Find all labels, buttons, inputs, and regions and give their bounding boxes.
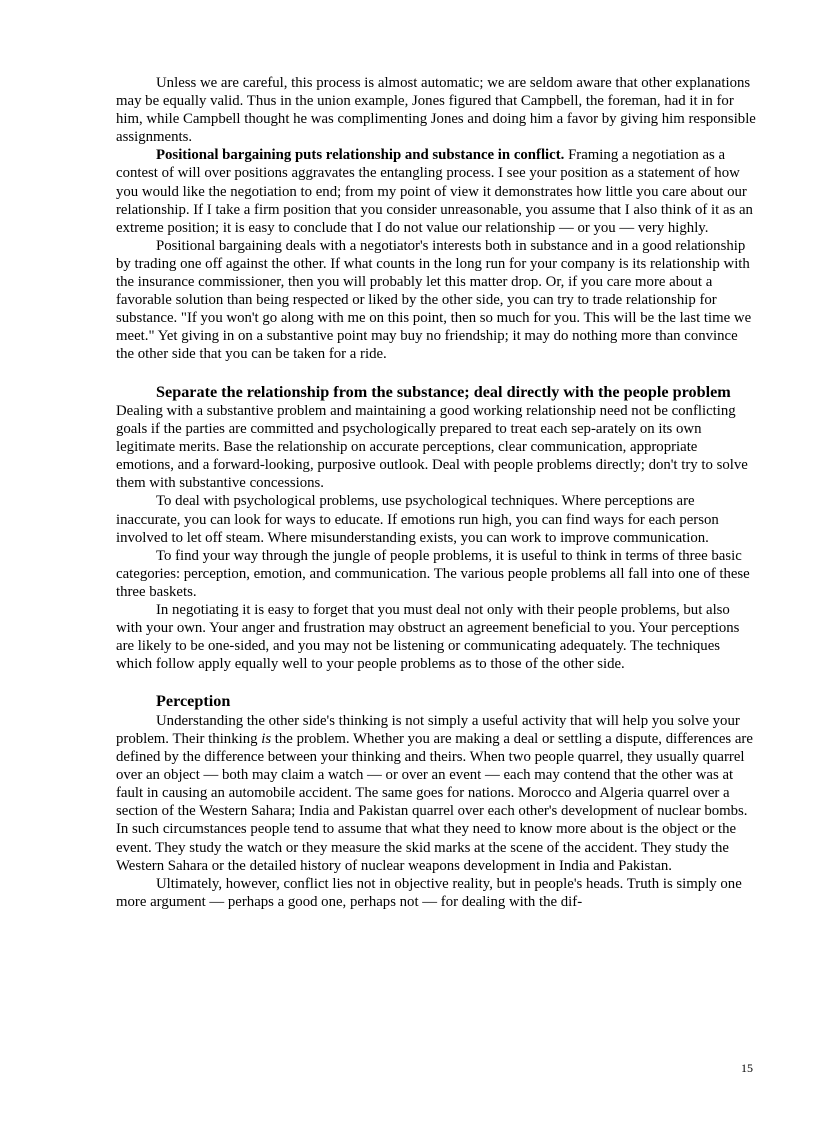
paragraph: Dealing with a substantive problem and maintaining a good working relationship need not be conflicting goals if the parties are committed and psychologically prepared to treat each sep-arately on its own legitimate merits. Base the relationship on accurate perceptions, clear communication, appropriate emotions, and a forward-looking, purposive outlook. Deal with people problems directly; don't try to solve them with substantive concessions.: [116, 403, 748, 492]
page-number: 15: [741, 1061, 753, 1075]
paragraph: [116, 712, 758, 875]
paragraph-text: the problem. Whether you are making a deal or settling a dispute, differences are defined by the difference between your thinking and theirs. When two people quarrel, they usually quarrel over an object — both may claim a watch — or over an event — each may contend that the other was at fault in causing an automobile accident. The same goes for nations. Morocco and Algeria quarrel over a section of the Western Sahara; India and Pakistan quarrel over each other's development of nuclear bombs. In such circumstances people tend to assume that what they need to know more about is the object or the event. They study the watch or they measure the skid marks at the scene of the accident. They study the Western Sahara or the detailed history of nuclear weapons development in India and Pakistan.: [116, 731, 753, 874]
page-body: [116, 74, 758, 911]
paragraph: Unless we are careful, this process is almost automatic; we are seldom aware that other explanations may be equally valid. Thus in the union example, Jones figured that Campbell, the foreman, had it in for him, while Campbell thought he was complimenting Jones and doing him a favor by giving him responsible assignments.: [116, 75, 756, 146]
paragraph: [116, 146, 758, 236]
paragraph-text: Framing a negotiation as a contest of will over positions aggravates the entangling process. I see your position as a statement of how you would like the negotiation to end; from my point of view it demonstrates how little you care about our relationship. If I take a firm position that you consider unreasonable, you assume that I also think of it as an extreme position; it is easy to conclude that I do not value our relationship — or you — very highly.: [116, 147, 753, 236]
paragraph-text: Understanding the other side's thinking is not simply a useful activity that will help you solve your problem. Their thinking: [116, 712, 740, 747]
emphasis: is: [261, 731, 272, 747]
paragraph: To find your way through the jungle of people problems, it is useful to think in terms of three basic categories: perception, emotion, and communication. The various people problems all fall into one of these three baskets.: [116, 547, 750, 600]
paragraph-lead: Positional bargaining puts relationship and substance in conflict.: [156, 147, 565, 164]
paragraph: Ultimately, however, conflict lies not in objective reality, but in people's heads. Truth is simply one more argument — perhaps a good one, perhaps not — for dealing with the dif-: [116, 875, 742, 910]
section-heading: Perception: [156, 692, 231, 711]
section-heading: Separate the relationship from the substance; deal directly with the people problem: [156, 382, 731, 401]
paragraph: In negotiating it is easy to forget that you must deal not only with their people problems, but also with your own. Your anger and frustration may obstruct an agreement beneficial to you. Your perceptions are likely to be one-sided, and you may not be listening or communicating adequately. The techniques which follow apply equally well to your people problems as to those of the other side.: [116, 602, 740, 673]
paragraph: To deal with psychological problems, use psychological techniques. Where perceptions are inaccurate, you can look for ways to educate. If emotions run high, you can find ways for each person involved to let off steam. Where misunderstanding exists, you can work to improve communication.: [116, 493, 719, 546]
paragraph: Positional bargaining deals with a negotiator's interests both in substance and in a good relationship by trading one off against the other. If what counts in the long run for your company is its relationship with the insurance commissioner, then you will probably let this matter drop. Or, if you care more about a favorable solution than being respected or liked by the other side, you can try to trade relationship for substance. "If you won't go along with me on this point, then so much for you. This will be the last time we meet." Yet giving in on a substantive point may buy no friendship; it may do nothing more than convince the other side that you can be taken for a ride.: [116, 237, 752, 363]
